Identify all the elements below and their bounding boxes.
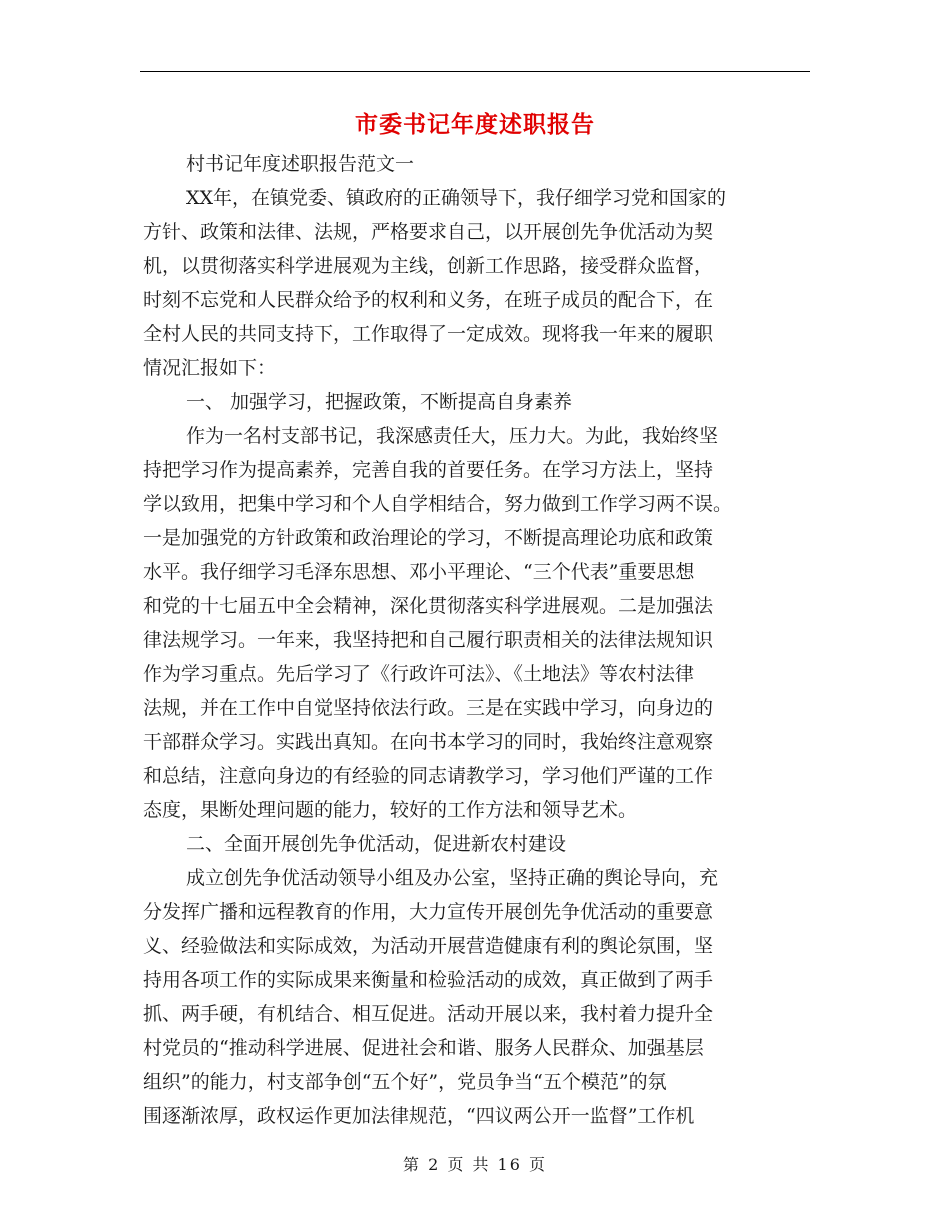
paragraph-line: 全村人民的共同支持下，工作取得了一定成效。现将我一年来的履职 [143,323,714,345]
document-title: 市委书记年度述职报告 [355,111,595,138]
paragraph-line: 方针、政策和法律、法规，严格要求自己，以开展创先争优活动为契 [143,221,714,243]
paragraph-line: 和总结，注意向身边的有经验的同志请教学习，学习他们严谨的工作 [143,765,714,787]
page-number: 第 2 页 共 16 页 [403,1155,547,1174]
paragraph-line: 干部群众学习。实践出真知。在向书本学习的同时，我始终注意观察 [143,731,714,753]
paragraph-line: 律法规学习。一年来，我坚持把和自己履行职责相关的法律法规知识 [143,629,714,651]
header-rule [140,71,810,72]
paragraph-line: 作为一名村支部书记，我深感责任大，压力大。为此，我始终坚 [186,425,719,447]
paragraph-line: 一是加强党的方针政策和政治理论的学习，不断提高理论功底和政策 [143,527,714,549]
paragraph-line: 持把学习作为提高素养，完善自我的首要任务。在学习方法上，坚持 [143,459,714,481]
paragraph-line: 态度，果断处理问题的能力，较好的工作方法和领导艺术。 [143,799,638,821]
paragraph-line: 持用各项工作的实际成果来衡量和检验活动的成效，真正做到了两手 [143,969,714,991]
document-body [143,147,808,1133]
paragraph-line: 作为学习重点。先后学习了《行政许可法》、《土地法》等农村法律 [143,663,695,685]
paragraph-line: 组织”的能力，村支部争创“五个好”，党员争当“五个模范”的氛 [143,1071,667,1093]
paragraph-line: XX年，在镇党委、镇政府的正确领导下，我仔细学习党和国家的 [186,187,727,209]
paragraph-line: 成立创先争优活动领导小组及办公室，坚持正确的舆论导向，充 [186,867,719,889]
paragraph-line: 抓、两手硬，有机结合、相互促进。活动开展以来，我村着力提升全 [143,1003,714,1025]
paragraph-line: 村党员的“推动科学进展、促进社会和谐、服务人民群众、加强基层 [143,1037,704,1059]
paragraph-subheading: 村书记年度述职报告范文一 [186,153,415,175]
paragraph-line: 机，以贯彻落实科学进展观为主线，创新工作思路，接受群众监督， [143,255,714,277]
paragraph-line: 分发挥广播和远程教育的作用，大力宣传开展创先争优活动的重要意 [143,901,714,923]
section-heading: 一、 加强学习，把握政策，不断提高自身素养 [186,391,573,413]
paragraph-line: 时刻不忘党和人民群众给予的权利和义务，在班子成员的配合下，在 [143,289,714,311]
paragraph-line: 水平。我仔细学习毛泽东思想、邓小平理论、“三个代表”重要思想 [143,561,695,583]
paragraph-line: 和党的十七届五中全会精神，深化贯彻落实科学进展观。二是加强法 [143,595,714,617]
paragraph-line: 围逐渐浓厚，政权运作更加法律规范，“四议两公开一监督”工作机 [143,1105,695,1127]
paragraph-line: 法规，并在工作中自觉坚持依法行政。三是在实践中学习，向身边的 [143,697,714,719]
paragraph-line: 义、经验做法和实际成效，为活动开展营造健康有利的舆论氛围，坚 [143,935,714,957]
paragraph-line: 情况汇报如下： [143,357,277,379]
section-heading: 二、全面开展创先争优活动，促进新农村建设 [186,833,567,855]
paragraph-line: 学以致用，把集中学习和个人自学相结合，努力做到工作学习两不误。 [143,493,733,515]
